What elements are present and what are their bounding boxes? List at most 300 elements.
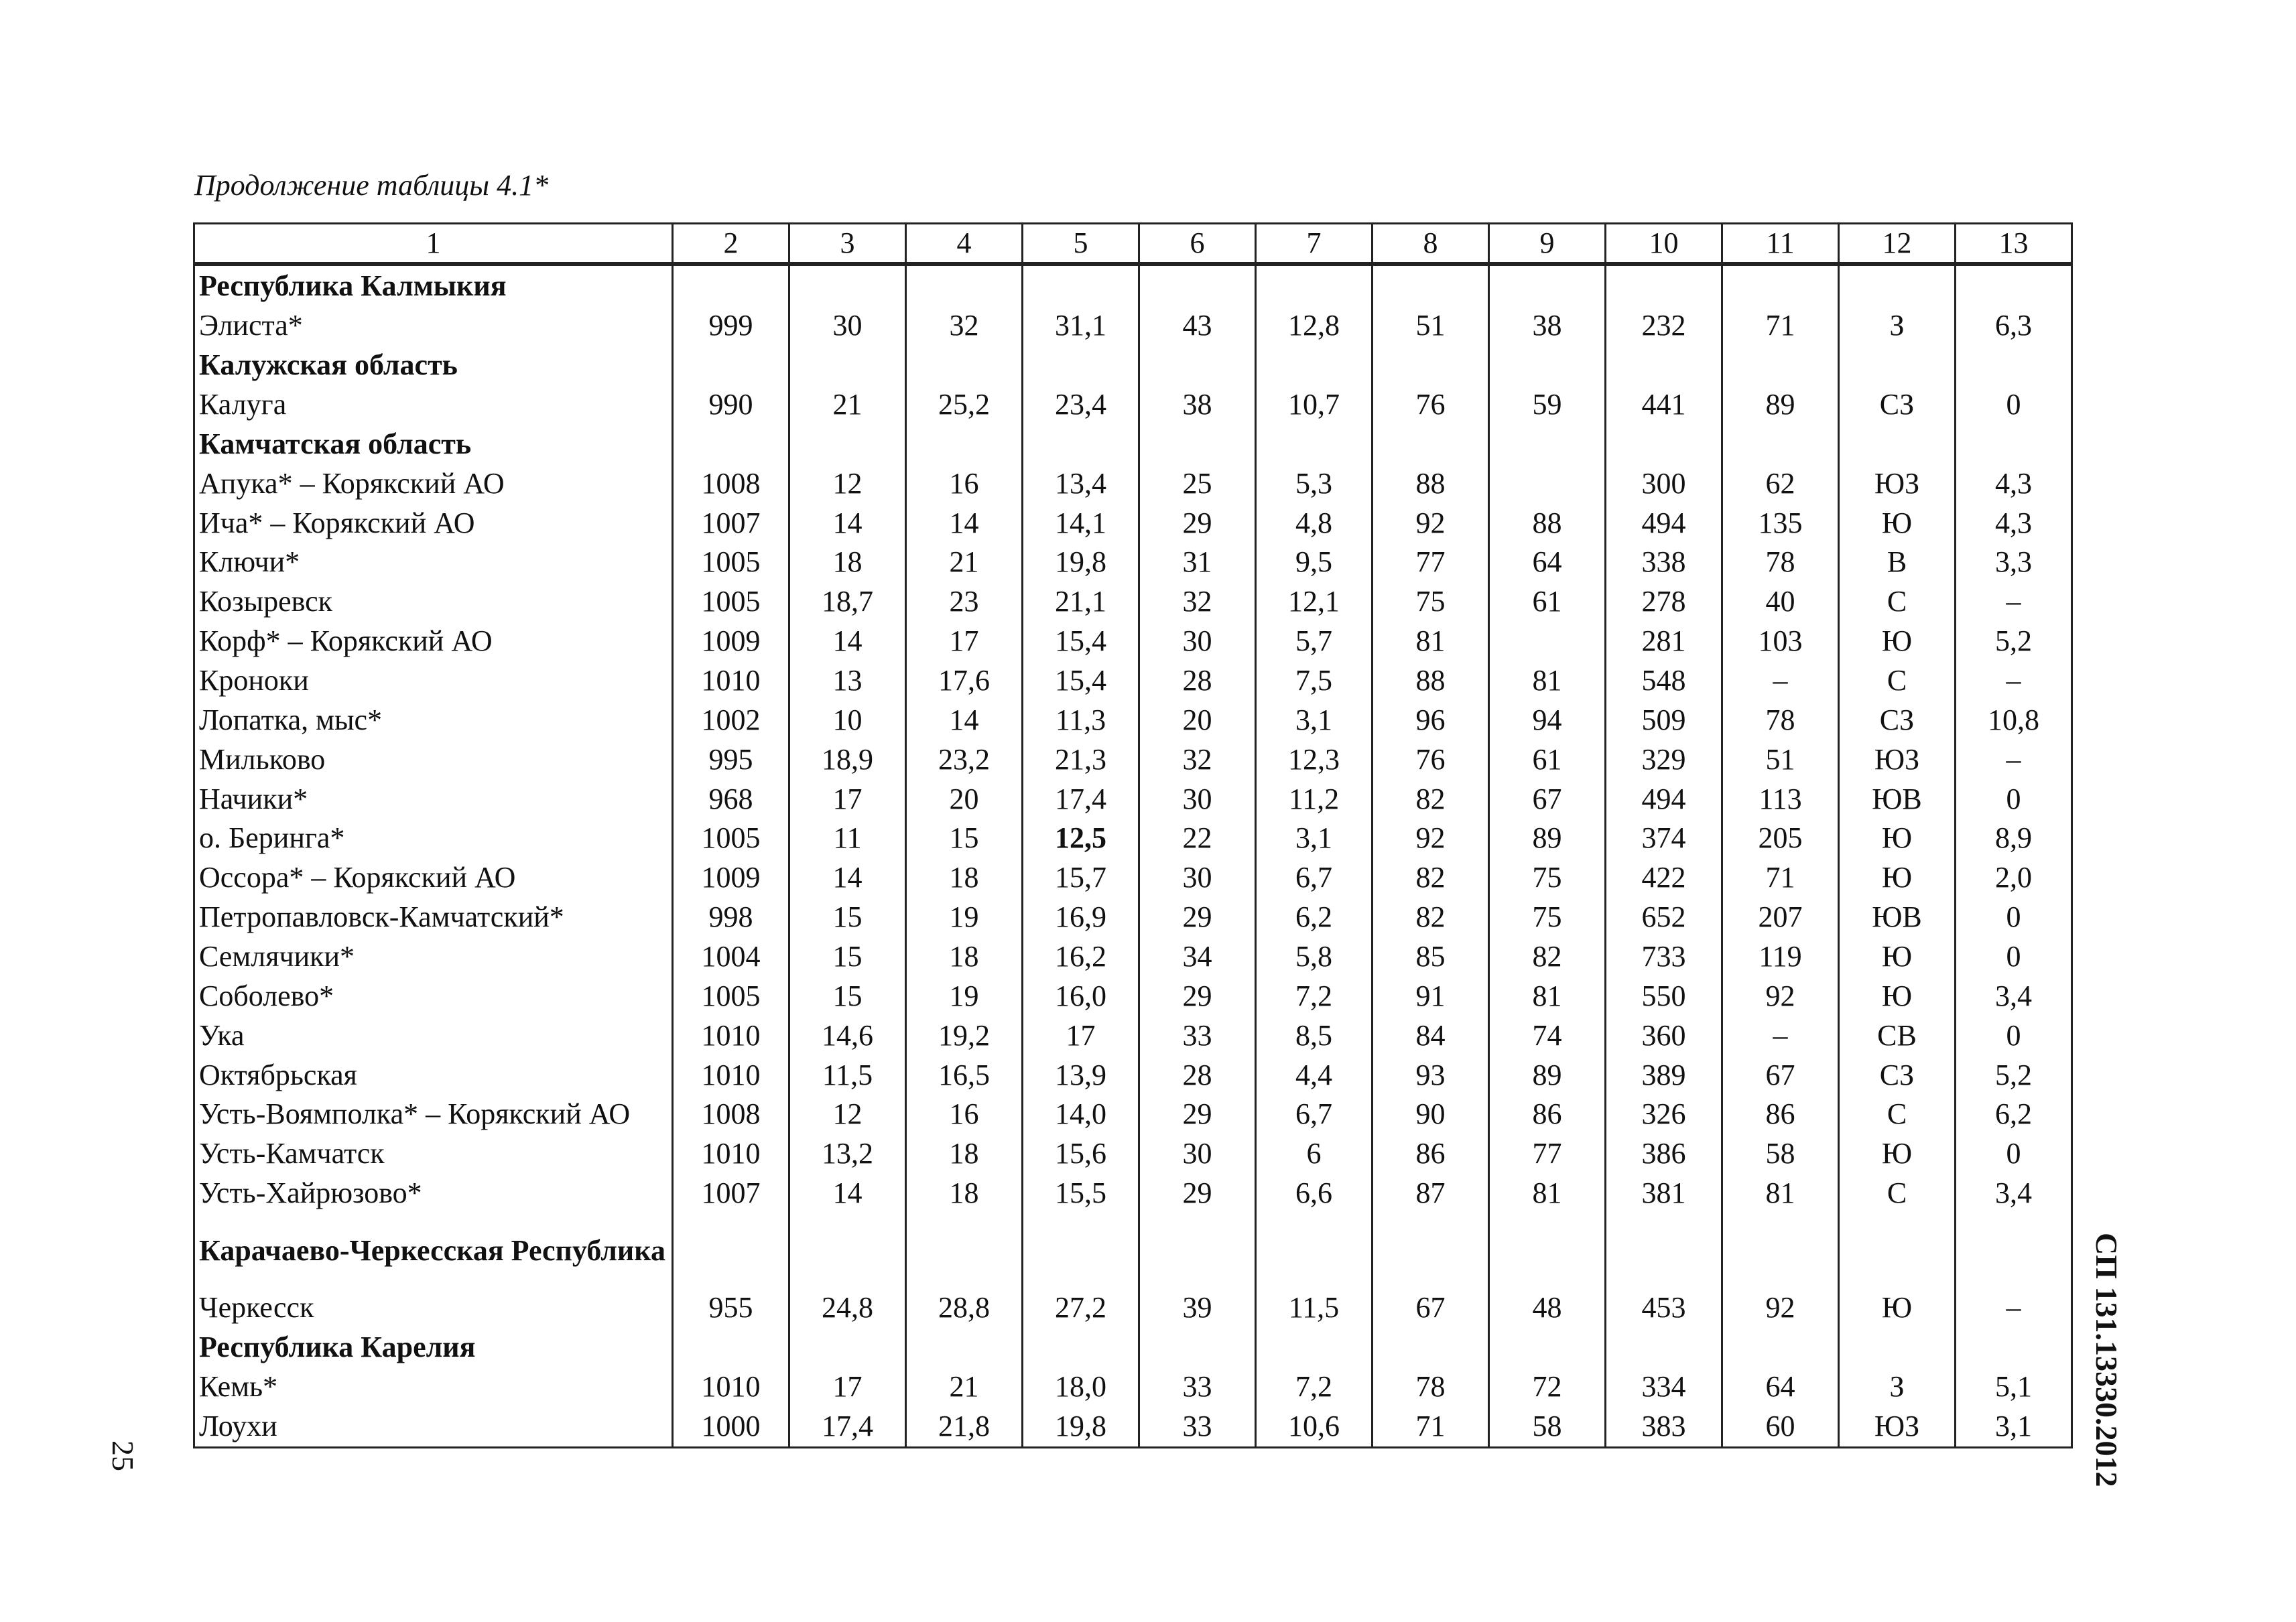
table-row [194,858,2072,898]
table-cell: СЗ [1839,1055,1956,1095]
table-caption: Продолжение таблицы 4.1* [194,169,549,202]
table-cell: З [1839,306,1956,346]
table-cell: Ю [1839,622,1956,661]
table-cell: 6 [1256,1134,1373,1174]
table-cell [1139,1213,1256,1288]
column-header: 2 [673,224,789,265]
table-cell: 1009 [673,622,789,661]
table-cell: 990 [673,385,789,425]
table-cell: 2,0 [1956,858,2072,898]
table-cell: 25 [1139,464,1256,503]
table-cell [1722,264,1839,306]
table-cell: 453 [1606,1288,1722,1328]
table-cell: 15 [906,819,1023,858]
table-cell [789,264,906,306]
station-name: Апука* – Корякский АО [194,464,673,503]
table-cell: 5,2 [1956,1055,2072,1095]
table-cell: ЮВ [1839,898,1956,937]
table-cell: Ю [1839,976,1956,1016]
table-cell: З [1839,1367,1956,1406]
table-cell: 75 [1489,858,1606,898]
table-cell: 13 [789,661,906,701]
table-cell: 19,8 [1023,543,1139,582]
table-cell: 19 [906,898,1023,937]
table-cell: 88 [1489,503,1606,543]
column-header: 13 [1956,224,2072,265]
table-cell: 48 [1489,1288,1606,1328]
table-cell [673,1328,789,1367]
table-cell: ЮЗ [1839,740,1956,779]
table-cell: 32 [1139,740,1256,779]
table-cell [1373,424,1489,464]
table-cell: 72 [1489,1367,1606,1406]
table-cell [1956,1328,2072,1367]
table-cell: 7,5 [1256,661,1373,701]
table-cell [1489,346,1606,385]
table-cell: 6,7 [1256,1095,1373,1134]
table-cell [1606,1328,1722,1367]
table-cell [906,346,1023,385]
table-cell: 21 [906,1367,1023,1406]
table-cell [1139,346,1256,385]
table-cell: 11,5 [789,1055,906,1095]
table-cell: 232 [1606,306,1722,346]
table-cell: 19,8 [1023,1406,1139,1447]
station-name: Начики* [194,779,673,819]
table-cell: 205 [1722,819,1839,858]
table-cell: 71 [1722,858,1839,898]
table-cell: 1008 [673,464,789,503]
table-cell: – [1722,661,1839,701]
table-cell: Ю [1839,1288,1956,1328]
table-cell: 51 [1722,740,1839,779]
table-cell: 1002 [673,700,789,740]
table-cell: 15,4 [1023,661,1139,701]
table-cell: 11,3 [1023,700,1139,740]
table-cell: 29 [1139,898,1256,937]
column-header: 5 [1023,224,1139,265]
table-cell: ЮЗ [1839,464,1956,503]
table-cell: 207 [1722,898,1839,937]
table-row [194,1095,2072,1134]
table-cell [1606,1213,1722,1288]
table-cell: 3,1 [1256,700,1373,740]
table-cell: 61 [1489,740,1606,779]
table-cell: 85 [1373,937,1489,977]
table-cell: 23 [906,582,1023,622]
table-cell: 374 [1606,819,1722,858]
table-cell [1139,264,1256,306]
table-cell [1839,1213,1956,1288]
table-cell: 21,8 [906,1406,1023,1447]
table-cell: 39 [1139,1288,1256,1328]
table-cell: 11,5 [1256,1288,1373,1328]
table-cell: 51 [1373,306,1489,346]
table-cell: 27,2 [1023,1288,1139,1328]
table-cell: 75 [1373,582,1489,622]
table-cell: 389 [1606,1055,1722,1095]
table-cell: 1010 [673,1134,789,1174]
table-cell: 10,8 [1956,700,2072,740]
table-cell: 64 [1489,543,1606,582]
table-cell: 18 [789,543,906,582]
table-cell: 995 [673,740,789,779]
table-row [194,622,2072,661]
station-name: Лопатка, мыс* [194,700,673,740]
table-cell: 338 [1606,543,1722,582]
table-cell: В [1839,543,1956,582]
column-header: 8 [1373,224,1489,265]
table-row [194,898,2072,937]
table-cell [789,1213,906,1288]
table-cell: 14 [906,700,1023,740]
table-cell: С [1839,661,1956,701]
climate-table [193,222,2073,1448]
station-name: Петропавловск-Камчатский* [194,898,673,937]
region-name: Республика Карелия [194,1328,673,1367]
table-cell: 278 [1606,582,1722,622]
table-cell [1839,1328,1956,1367]
table-cell: 88 [1373,464,1489,503]
table-cell: 87 [1373,1174,1489,1213]
station-name: Козыревск [194,582,673,622]
table-cell: 77 [1489,1134,1606,1174]
table-cell [1489,622,1606,661]
table-cell: 15,7 [1023,858,1139,898]
region-row [194,424,2072,464]
region-row [194,264,2072,306]
table-cell: 3,1 [1256,819,1373,858]
table-cell: 81 [1489,1174,1606,1213]
table-cell: 75 [1489,898,1606,937]
table-cell [1722,424,1839,464]
table-cell: 86 [1489,1095,1606,1134]
table-cell: 71 [1373,1406,1489,1447]
table-cell: 14 [789,503,906,543]
table-cell: 25,2 [906,385,1023,425]
column-header: 3 [789,224,906,265]
table-cell: 89 [1489,819,1606,858]
table-cell: 10 [789,700,906,740]
station-name: Усть-Хайрюзово* [194,1174,673,1213]
table-cell: 5,7 [1256,622,1373,661]
station-name: Ключи* [194,543,673,582]
table-cell: 14 [906,503,1023,543]
table-cell: 135 [1722,503,1839,543]
table-cell: 92 [1373,503,1489,543]
table-cell: 18 [906,937,1023,977]
table-cell [906,264,1023,306]
table-cell: 94 [1489,700,1606,740]
climate-table-container [193,222,2069,1448]
table-cell: 92 [1722,1288,1839,1328]
table-cell: 29 [1139,1174,1256,1213]
table-cell [906,1328,1023,1367]
station-name: Черкесск [194,1288,673,1328]
table-row [194,740,2072,779]
table-cell: 13,9 [1023,1055,1139,1095]
table-cell: 7,2 [1256,976,1373,1016]
column-header: 1 [194,224,673,265]
table-cell: 652 [1606,898,1722,937]
table-cell: 62 [1722,464,1839,503]
table-cell: 6,3 [1956,306,2072,346]
table-cell: 1005 [673,819,789,858]
table-cell [1956,1213,2072,1288]
table-cell: 386 [1606,1134,1722,1174]
station-name: Соболево* [194,976,673,1016]
table-cell: 0 [1956,779,2072,819]
station-name: Усть-Камчатск [194,1134,673,1174]
table-cell: – [1956,1288,2072,1328]
table-cell: 1008 [673,1095,789,1134]
table-cell: СЗ [1839,700,1956,740]
table-cell: 281 [1606,622,1722,661]
table-cell: 40 [1722,582,1839,622]
table-cell: 82 [1373,858,1489,898]
table-cell: 12,5 [1023,819,1139,858]
table-cell: 5,8 [1256,937,1373,977]
table-cell [1139,1328,1256,1367]
table-cell: 22 [1139,819,1256,858]
table-cell: 30 [1139,1134,1256,1174]
table-cell: СЗ [1839,385,1956,425]
table-cell [1722,346,1839,385]
table-cell: 11,2 [1256,779,1373,819]
table-cell [789,1328,906,1367]
table-cell: 383 [1606,1406,1722,1447]
table-row [194,819,2072,858]
table-cell: 16,5 [906,1055,1023,1095]
table-cell: 81 [1489,661,1606,701]
table-cell: 21,1 [1023,582,1139,622]
table-cell: 14 [789,622,906,661]
table-cell [1489,464,1606,503]
table-cell: 93 [1373,1055,1489,1095]
table-cell [1956,264,2072,306]
table-cell [1256,1213,1373,1288]
table-cell: 15,4 [1023,622,1139,661]
table-cell: 6,2 [1256,898,1373,937]
table-cell: 1010 [673,1055,789,1095]
table-cell: 15,6 [1023,1134,1139,1174]
station-name: Ича* – Корякский АО [194,503,673,543]
table-cell: 18,7 [789,582,906,622]
table-cell: 12,3 [1256,740,1373,779]
table-cell: 1000 [673,1406,789,1447]
station-name: Элиста* [194,306,673,346]
table-cell: 14 [789,858,906,898]
table-cell: 300 [1606,464,1722,503]
table-cell: 15 [789,937,906,977]
table-cell: 67 [1373,1288,1489,1328]
table-cell: 12 [789,464,906,503]
table-cell: 38 [1489,306,1606,346]
station-name: Корф* – Корякский АО [194,622,673,661]
table-cell: 76 [1373,385,1489,425]
table-cell: 31,1 [1023,306,1139,346]
table-cell: 20 [906,779,1023,819]
table-cell [673,346,789,385]
table-row [194,1174,2072,1213]
table-cell: 78 [1722,700,1839,740]
column-header: 4 [906,224,1023,265]
table-cell: 6,7 [1256,858,1373,898]
table-cell: 10,7 [1256,385,1373,425]
table-cell: 86 [1722,1095,1839,1134]
table-cell: 30 [1139,622,1256,661]
table-cell: 955 [673,1288,789,1328]
table-cell: – [1956,582,2072,622]
table-cell: 60 [1722,1406,1839,1447]
table-cell: 18 [906,858,1023,898]
table-cell [1023,424,1139,464]
table-cell: 89 [1722,385,1839,425]
table-cell [1023,264,1139,306]
table-row [194,1055,2072,1095]
table-cell: С [1839,1174,1956,1213]
region-row [194,1328,2072,1367]
table-cell [1839,424,1956,464]
table-cell: 86 [1373,1134,1489,1174]
table-row [194,1367,2072,1406]
table-cell: 0 [1956,937,2072,977]
table-header-row [194,224,2072,265]
table-cell: 30 [1139,858,1256,898]
table-cell: 17,4 [789,1406,906,1447]
table-cell: 550 [1606,976,1722,1016]
table-cell: 17 [789,1367,906,1406]
table-cell: Ю [1839,819,1956,858]
table-cell: 17,4 [1023,779,1139,819]
table-row [194,543,2072,582]
table-cell: 67 [1722,1055,1839,1095]
table-cell [789,346,906,385]
table-cell: 59 [1489,385,1606,425]
table-cell: 4,3 [1956,503,2072,543]
table-cell: 32 [1139,582,1256,622]
table-cell: 1005 [673,976,789,1016]
table-cell: 89 [1489,1055,1606,1095]
table-cell: 12,1 [1256,582,1373,622]
table-cell: 3,4 [1956,976,2072,1016]
table-cell: 1010 [673,661,789,701]
table-cell [1489,424,1606,464]
table-cell: 1010 [673,1367,789,1406]
table-cell: 16,2 [1023,937,1139,977]
table-cell [1489,1328,1606,1367]
table-cell [1722,1213,1839,1288]
region-row [194,346,2072,385]
table-cell: 20 [1139,700,1256,740]
table-cell: 119 [1722,937,1839,977]
table-cell [1489,1213,1606,1288]
table-row [194,385,2072,425]
table-cell: 58 [1722,1134,1839,1174]
table-cell: 381 [1606,1174,1722,1213]
table-cell: СВ [1839,1016,1956,1055]
table-cell [1023,1328,1139,1367]
table-cell [1373,1213,1489,1288]
region-name: Калужская область [194,346,673,385]
table-cell: 103 [1722,622,1839,661]
table-cell: 326 [1606,1095,1722,1134]
table-cell [1256,264,1373,306]
table-body [194,264,2072,1448]
region-row [194,1213,2072,1288]
table-cell: 3,3 [1956,543,2072,582]
column-header: 10 [1606,224,1722,265]
table-cell: 17 [789,779,906,819]
table-cell: 33 [1139,1016,1256,1055]
table-cell [1373,1328,1489,1367]
table-cell: 61 [1489,582,1606,622]
table-cell: 92 [1373,819,1489,858]
table-cell: 441 [1606,385,1722,425]
table-cell: 0 [1956,1016,2072,1055]
table-cell [1023,346,1139,385]
table-cell: 88 [1373,661,1489,701]
table-row [194,976,2072,1016]
table-cell: 84 [1373,1016,1489,1055]
table-cell: 23,2 [906,740,1023,779]
table-cell: 33 [1139,1367,1256,1406]
table-cell [1373,346,1489,385]
table-cell: 77 [1373,543,1489,582]
table-cell: 21,3 [1023,740,1139,779]
table-cell: 81 [1722,1174,1839,1213]
table-cell: 494 [1606,779,1722,819]
station-name: Ука [194,1016,673,1055]
table-cell: С [1839,1095,1956,1134]
table-cell: 3,4 [1956,1174,2072,1213]
table-row [194,1288,2072,1328]
table-cell: 17,6 [906,661,1023,701]
table-row [194,306,2072,346]
table-cell: 1007 [673,503,789,543]
table-cell: 14,1 [1023,503,1139,543]
table-cell: 81 [1373,622,1489,661]
table-cell: 999 [673,306,789,346]
table-cell: 0 [1956,898,2072,937]
table-cell: 82 [1489,937,1606,977]
table-cell: 38 [1139,385,1256,425]
table-cell: 422 [1606,858,1722,898]
table-cell: 78 [1722,543,1839,582]
table-cell: 8,9 [1956,819,2072,858]
table-cell: 34 [1139,937,1256,977]
table-cell [1839,264,1956,306]
table-cell [1256,346,1373,385]
table-cell: 10,6 [1256,1406,1373,1447]
table-cell: 81 [1489,976,1606,1016]
table-cell [1956,424,2072,464]
table-cell: Ю [1839,937,1956,977]
station-name: о. Беринга* [194,819,673,858]
table-cell: 17 [906,622,1023,661]
table-cell: 30 [789,306,906,346]
table-cell [789,424,906,464]
table-cell: 15,5 [1023,1174,1139,1213]
table-cell: 28 [1139,1055,1256,1095]
table-cell: 18 [906,1174,1023,1213]
table-row [194,779,2072,819]
column-header: 6 [1139,224,1256,265]
table-cell: 71 [1722,306,1839,346]
table-cell: 509 [1606,700,1722,740]
table-cell: 5,1 [1956,1367,2072,1406]
table-cell [1139,424,1256,464]
